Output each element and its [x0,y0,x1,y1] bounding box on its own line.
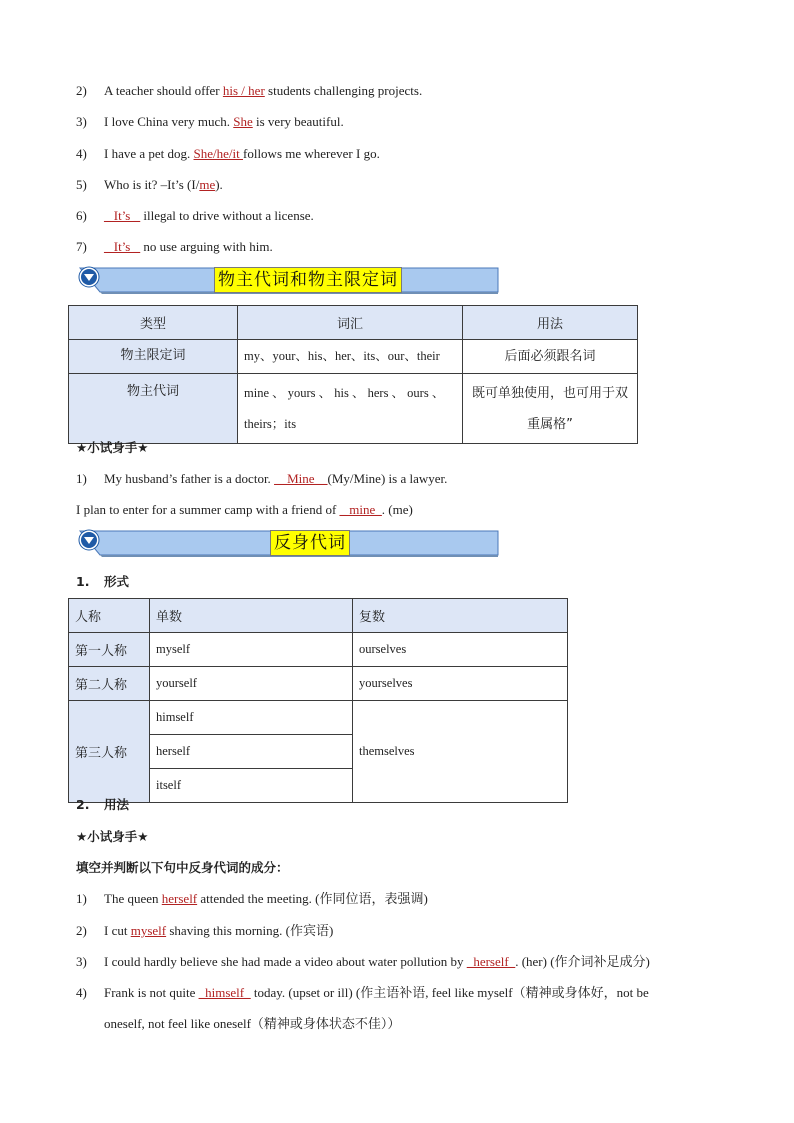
item-number: 3) [76,114,87,129]
text-post: no use arguing with him. [140,239,273,254]
text-post: students challenging projects. [264,83,423,98]
singular-cell: herself [150,735,353,769]
exercise-line [76,175,223,195]
answer: _ It’s _ [104,239,141,254]
person-cell: 第二人称 [69,667,150,701]
exercise-line [76,983,649,1003]
text-post: . (me) [381,502,413,517]
text-post: follows me wherever I go. [243,146,380,161]
singular-cell: itself [150,769,353,803]
subsection-number: 2. [76,797,90,812]
text-pre: Frank is not quite [104,985,199,1000]
person-cell: 第一人称 [69,633,150,667]
text-pre: I could hardly believe she had made a video about water pollution by [104,954,467,969]
column-header: 人称 [69,599,150,633]
plural-cell: ourselves [353,633,568,667]
practice-heading: ★小试身手★ [76,829,149,844]
practice-heading: ★小试身手★ [76,440,149,455]
text-pre: The queen [104,891,162,906]
plural-cell: themselves [353,701,568,803]
item-number: 1) [76,891,87,906]
words-cell: my、your、his、her、its、our、their [238,340,463,374]
exercise-line [76,112,344,132]
chevron-down-icon [78,266,100,288]
item-number: 3) [76,954,87,969]
answer: She/he/it [193,146,243,161]
section-banner [78,529,502,557]
singular-cell: himself [150,701,353,735]
column-header: 词汇 [238,306,463,340]
table-row [69,633,568,667]
subsection-heading [76,795,129,815]
item-number: 4) [76,146,87,161]
exercise-line [76,206,314,226]
text-pre: I plan to enter for a summer camp with a friend of [76,502,340,517]
table-header-row [69,306,638,340]
table-row [69,667,568,701]
exercise-line [76,500,413,520]
column-header: 用法 [463,306,638,340]
text-post: is very beautiful. [252,114,344,129]
exercise-line [76,144,380,164]
section-title: 反身代词 [270,530,350,556]
exercise-line [76,921,333,941]
text-post: shaving this morning. (作宾语) [166,923,334,938]
text-pre: A teacher should offer [104,83,223,98]
exercise-line [76,81,422,101]
item-number: 4) [76,985,87,1000]
text-pre: I cut [104,923,131,938]
usage-line: 重属格” [527,416,573,432]
item-number: 7) [76,239,87,254]
item-number: 5) [76,177,87,192]
usage-line: 既可单独使用，也可用于双 [471,385,628,401]
answer: me [199,177,216,192]
item-number: 1) [76,471,87,486]
type-cell: 物主限定词 [69,340,238,374]
reflexive-table [68,598,568,803]
singular-cell: myself [150,633,353,667]
text-post: illegal to drive without a license. [140,208,314,223]
subsection-heading [76,572,129,592]
item-number: 6) [76,208,87,223]
answer: _ mine_ [339,502,382,517]
usage-cell [463,374,638,444]
instruction: 填空并判断以下句中反身代词的成分： [76,860,289,875]
answer: _ It’s _ [104,208,141,223]
usage-cell: 后面必须跟名词 [463,340,638,374]
words-line: theirs；its [244,416,297,431]
column-header: 类型 [69,306,238,340]
exercise-line [76,237,273,257]
possessive-table [68,305,638,444]
exercise-line [76,469,447,489]
column-header: 单数 [150,599,353,633]
text-pre: I have a pet dog. [104,146,194,161]
text-pre: Who is it? –It’s (I/ [104,177,200,192]
table-row [69,374,638,444]
answer: myself [130,923,167,938]
plural-cell: yourselves [353,667,568,701]
table-header-row [69,599,568,633]
text-pre: My husband’s father is a doctor. [104,471,275,486]
continuation-line: oneself, not feel like oneself（精神或身体状态不佳）） [104,1016,401,1031]
subsection-number: 1. [76,574,90,589]
answer: She [233,114,253,129]
section-title: 物主代词和物主限定词 [214,267,402,293]
table-row [69,340,638,374]
text-post: attended the meeting. (作同位语，表强调) [197,891,428,906]
table-row [69,701,568,735]
chevron-down-icon [78,529,100,551]
answer: __Mine__ [274,471,328,486]
column-header: 复数 [353,599,568,633]
item-number: 2) [76,83,87,98]
text-post: . (her) (作介词补足成分) [515,954,650,969]
subsection-label: 用法 [104,797,130,812]
answer: his / her [222,83,265,98]
answer: _herself_ [466,954,516,969]
answer: herself [161,891,198,906]
exercise-line [76,889,428,909]
item-number: 2) [76,923,87,938]
text-post: ). [215,177,223,192]
words-line: mine 、 yours 、 his 、 hers 、 ours 、 [244,385,445,400]
text-post: (My/Mine) is a lawyer. [327,471,448,486]
section-banner [78,266,502,294]
exercise-line [76,952,650,972]
person-cell: 第三人称 [69,701,150,803]
text-post: today. (upset or ill) (作主语补语, feel like myself（精神或身体好，not be [250,985,649,1000]
type-cell: 物主代词 [69,374,238,444]
text-pre: I love China very much. [104,114,234,129]
subsection-label: 形式 [104,574,130,589]
answer: _himself_ [198,985,251,1000]
singular-cell: yourself [150,667,353,701]
words-cell [238,374,463,444]
